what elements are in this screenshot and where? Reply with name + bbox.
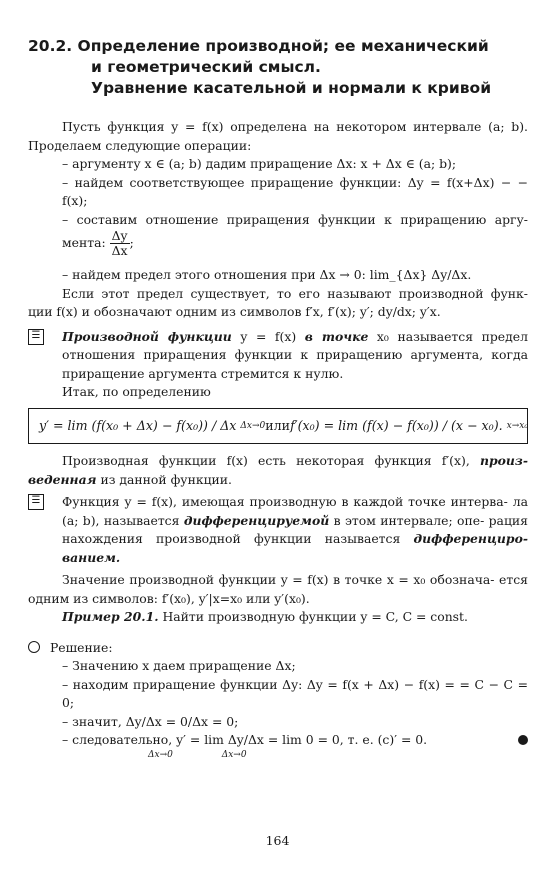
section-heading: [28, 36, 538, 99]
intro-paragraph: Пусть функция y = f(x) определена на некотором интервале (a; b). Проделаем следующие операции:: [28, 119, 528, 153]
formula-left-limit: Δx→0: [240, 421, 266, 431]
solution-block: [28, 639, 528, 761]
formula-right: f′(x₀) = lim (f(x) − f(x₀)) / (x − x₀). x→x₀: [290, 417, 528, 433]
solution-step-4-limits: Δx→0 Δx→0: [148, 749, 247, 760]
derivative-function-paragraph: Производная функции f(x) есть некоторая функция f′(x), произ- веденная из данной функции.: [28, 453, 528, 487]
solution-step-3: – значит, Δy/Δx = 0/Δx = 0;: [62, 713, 239, 729]
section-number: 20.2.: [28, 37, 73, 55]
step-1: – аргументу x ∈ (a; b) дадим приращение Δx: x + Δx ∈ (a; b);: [62, 156, 457, 171]
fraction-numerator: Δy: [111, 228, 128, 243]
step-3-fraction: [110, 229, 130, 258]
derivative-value-paragraph: Значение производной функции y = f(x) в точке x = x₀ обознача- ется одним из символов: f′(x₀), y′|x=x₀ или y′(x₀).: [28, 572, 528, 606]
heading-line-1: Определение производной; ее механический: [77, 37, 489, 55]
solution-icon: [28, 641, 40, 653]
differentiable-term: дифференцируемой: [183, 512, 330, 528]
definition-note: [28, 328, 528, 384]
end-of-solution-marker: [518, 735, 528, 745]
differentiable-note: ☰ Функция y = f(x), имеющая производную в каждой точке интерва- ла (a; b), называется дифференцируемой в этом интервале; опе- рация нахождения производной функции называется дифференциро- ванием.: [28, 493, 528, 567]
step-4: – найдем предел этого отношения при Δx → 0: lim_{Δx} Δy/Δx.: [62, 267, 472, 282]
formula-or: или: [265, 417, 291, 433]
definition-term-1: Производной функции: [62, 328, 232, 344]
derivative-paragraph: Если этот предел существует, то его называют производной функ- ции f(x) и обозначают одним из символов f′x, f′(x); y′; dy/dx; y′x.: [28, 285, 528, 319]
definition-rest: x₀ называется предел отношения приращения функции к приращению аргумента, когда приращение аргумента стремится к нулю.: [62, 328, 528, 381]
example-text: Найти производную функции y = C, C = const.: [162, 609, 468, 624]
heading-line-3: Уравнение касательной и нормали к кривой: [91, 79, 492, 97]
solution-step-2: – находим приращение функции Δy: Δy = f(x + Δx) − f(x) = = C − C = 0;: [62, 676, 528, 710]
step-3: – составим отношение приращения функции к приращению аргу- мента: $\frac{\Delta y}{\Delta x}$ ;: [62, 211, 528, 258]
definition-formula-box: [28, 408, 528, 445]
step-2: – найдем соответствующее приращение функции: Δy = f(x+Δx) − − f(x);: [62, 174, 528, 208]
solution-step-4: – следовательно, y′ = lim Δy/Δx = lim 0 = 0, т. е. (c)′ = 0.: [28, 731, 528, 750]
page-number: 164: [265, 833, 290, 848]
formula-left: y′ = lim (f(x₀ + Δx) − f(x₀)) / Δx Δx→0: [39, 417, 266, 433]
page-body: [28, 118, 528, 761]
example-20-1: [28, 608, 528, 627]
derived-term: произ- веденная: [28, 453, 528, 487]
definition-icon: ☰: [28, 494, 44, 510]
solution-step-1: – Значению x даем приращение Δx;: [62, 658, 296, 673]
formula-right-limit: x→x₀: [506, 421, 528, 431]
definition-icon: ☰: [28, 329, 44, 345]
definition-term-2: в точке: [304, 328, 369, 344]
thus-paragraph: Итак, по определению: [62, 384, 211, 399]
definition-function: y = f(x): [240, 328, 297, 344]
fraction-denominator: Δx: [111, 243, 128, 258]
step-3-text: – составим отношение приращения функции к приращению аргу- мента:: [62, 211, 528, 250]
example-label: Пример 20.1.: [62, 609, 159, 624]
heading-line-2: и геометрический смысл.: [91, 58, 321, 76]
solution-label: Решение:: [49, 639, 113, 655]
differentiation-term: дифференциро- ванием.: [62, 531, 528, 565]
